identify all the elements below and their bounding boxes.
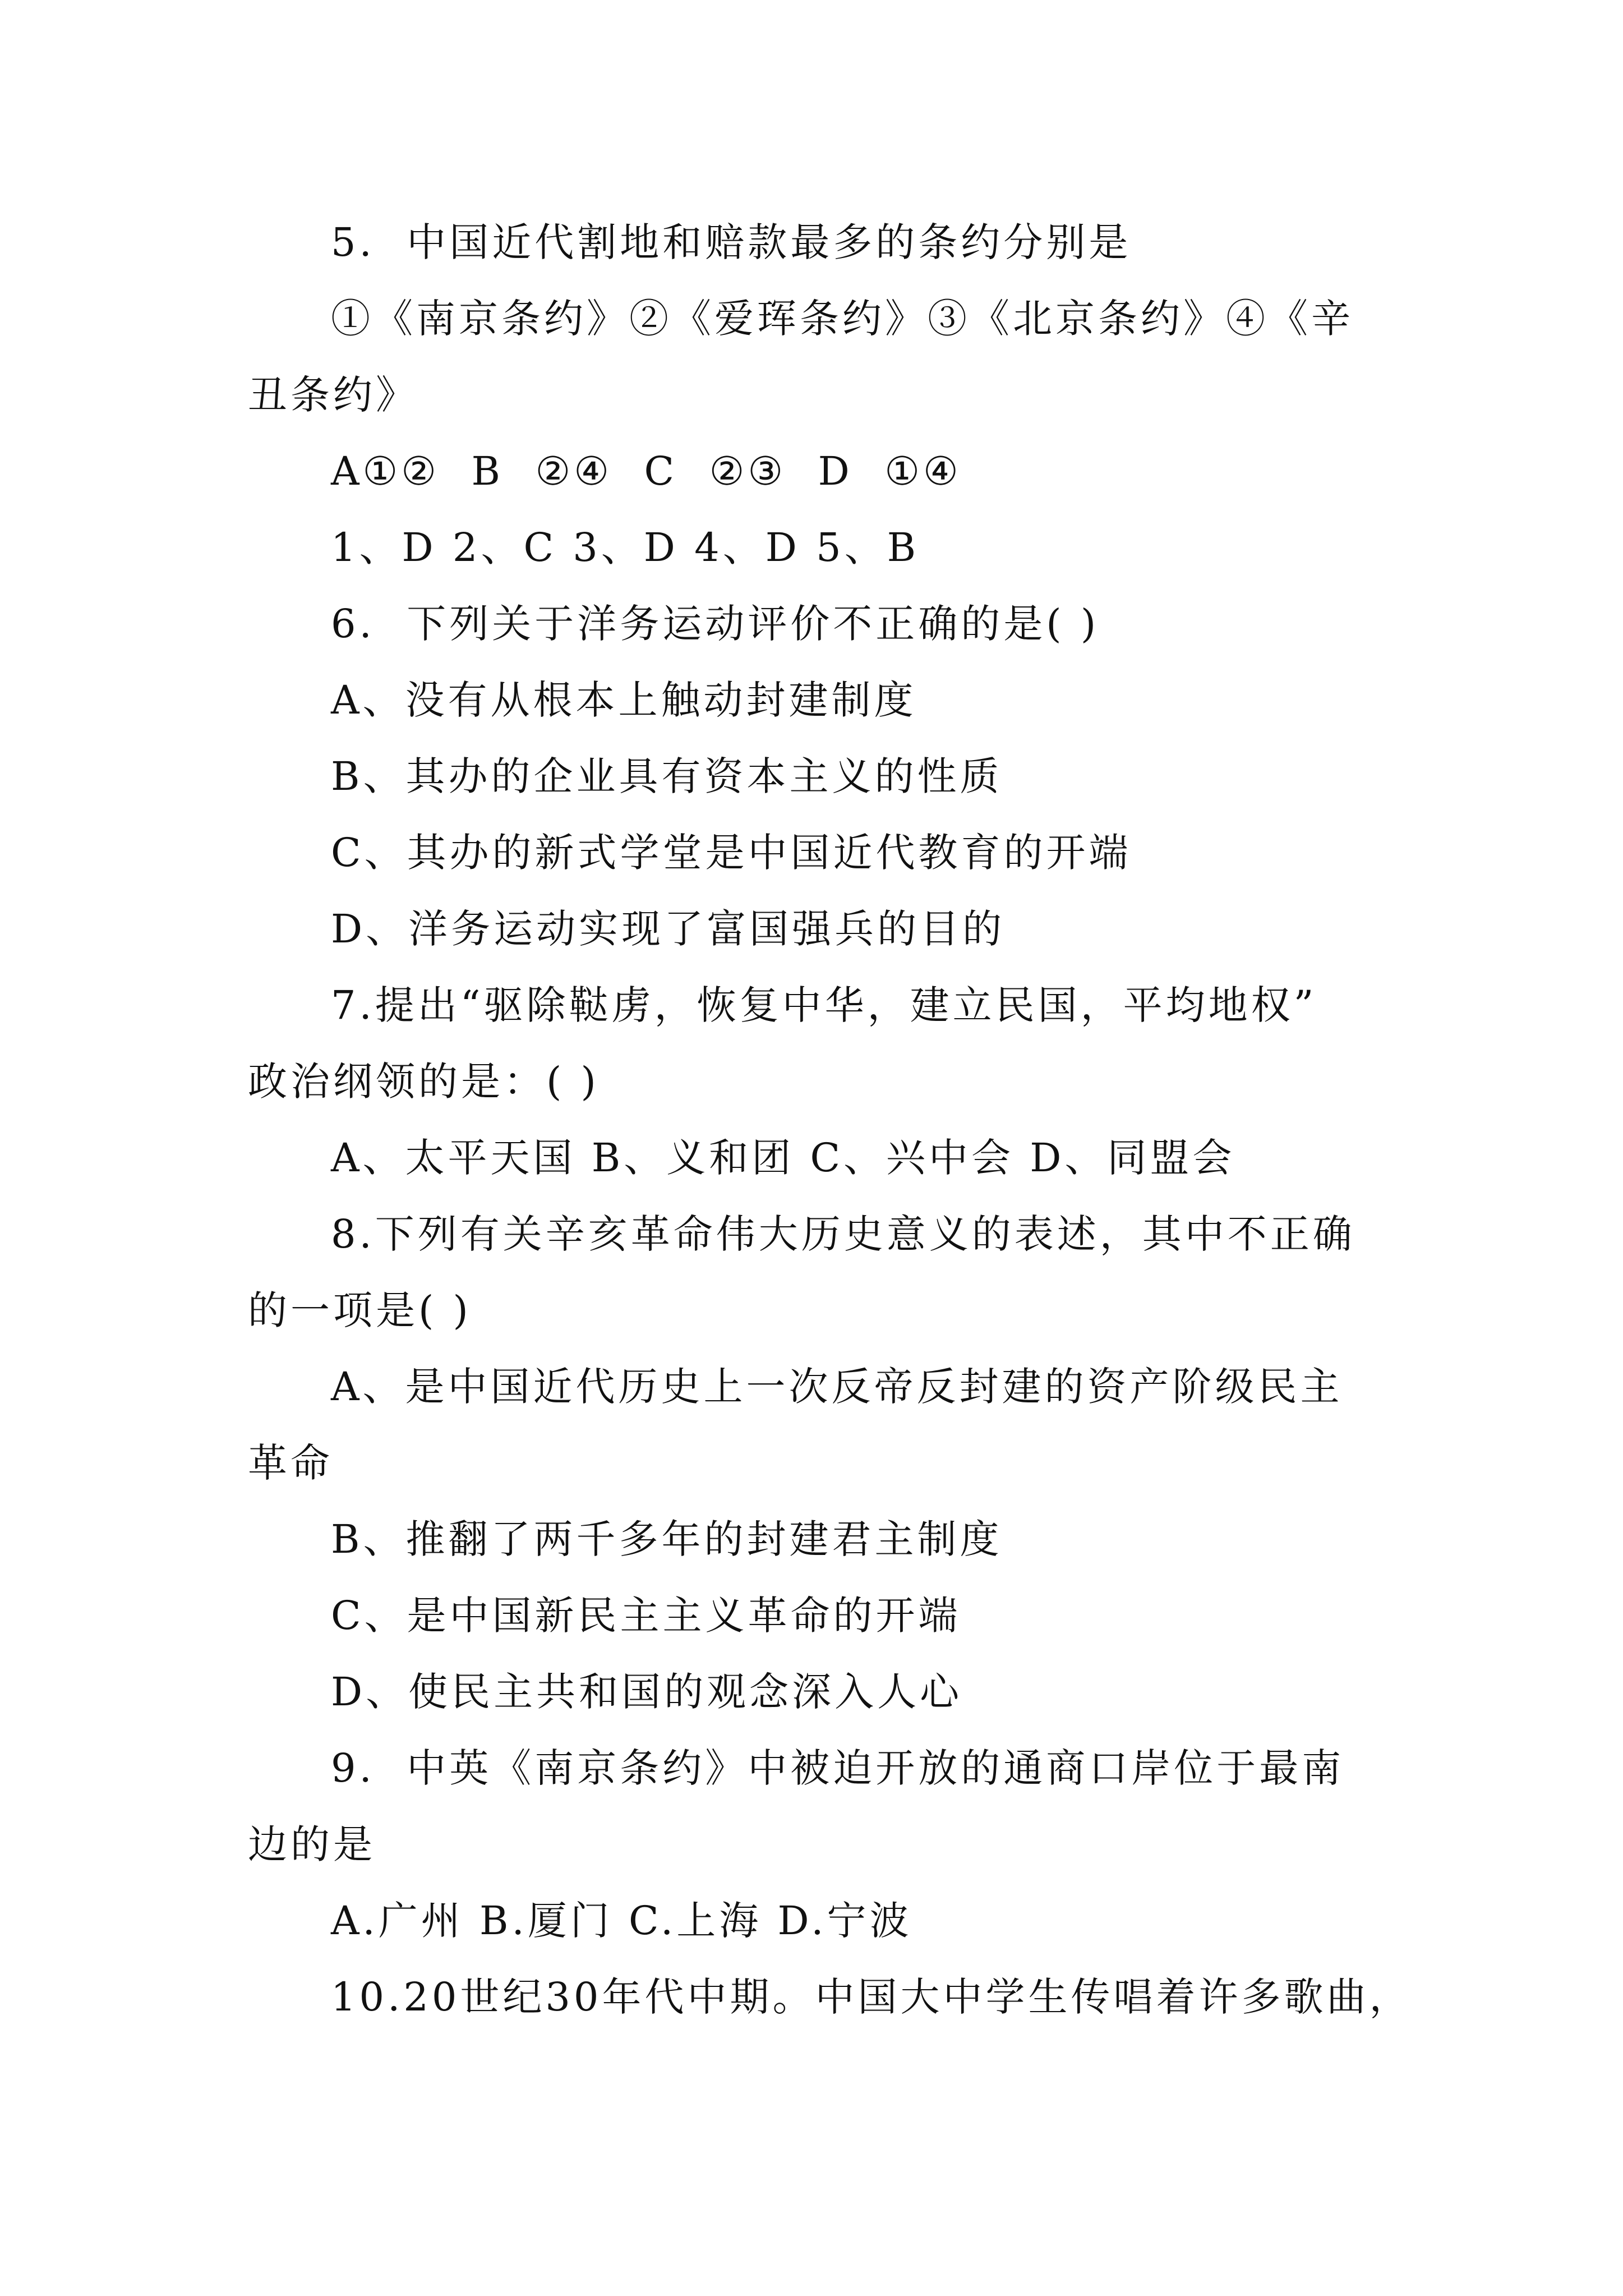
q9-options: A.广州 B.厦门 C.上海 D.宁波 [331, 1898, 912, 1944]
q8-option-b: B、推翻了两千多年的封建君主制度 [331, 1516, 1003, 1562]
q6-option-d: D、洋务运动实现了富国强兵的目的 [331, 906, 1006, 952]
q8-stem-line-2: 的一项是( ) [248, 1287, 472, 1333]
q8-option-a-line-2: 革命 [248, 1440, 333, 1486]
q8-option-d: D、使民主共和国的观念深入人心 [331, 1669, 963, 1715]
q7-stem-line-1: 7.提出“驱除鞑虏，恢复中华，建立民国，平均地权” [331, 982, 1317, 1028]
q8-option-a-line-1: A、是中国近代历史上一次反帝反封建的资产阶级民主 [331, 1364, 1343, 1410]
q8-stem-line-1: 8.下列有关辛亥革命伟大历史意义的表述，其中不正确 [331, 1211, 1355, 1257]
q9-stem-line-2: 边的是 [248, 1821, 376, 1867]
q6-stem: 6. 下列关于洋务运动评价不正确的是( ) [331, 601, 1100, 647]
q7-stem-line-2: 政治纲领的是：( ) [248, 1059, 600, 1105]
q7-options: A、太平天国 B、义和团 C、兴中会 D、同盟会 [331, 1135, 1235, 1181]
q8-option-c: C、是中国新民主主义革命的开端 [331, 1593, 961, 1639]
q5-options-line-2: 丑条约》 [248, 372, 418, 418]
q10-stem: 10.20世纪30年代中期。中国大中学生传唱着许多歌曲， [331, 1974, 1412, 2020]
q6-option-c: C、其办的新式学堂是中国近代教育的开端 [331, 830, 1132, 876]
q9-stem-line-1: 9. 中英《南京条约》中被迫开放的通商口岸位于最南 [331, 1745, 1345, 1791]
q6-option-b: B、其办的企业具有资本主义的性质 [331, 753, 1003, 799]
q6-option-a: A、没有从根本上触动封建制度 [331, 677, 917, 723]
q5-choices: A①② B ②④ C ②③ D ①④ [331, 448, 962, 494]
q5-stem: 5. 中国近代割地和赔款最多的条约分别是 [331, 219, 1132, 265]
q5-options-line-1: ①《南京条约》②《爱珲条约》③《北京条约》④《辛 [331, 296, 1354, 342]
answer-key: 1、D 2、C 3、D 4、D 5、B [331, 524, 920, 570]
